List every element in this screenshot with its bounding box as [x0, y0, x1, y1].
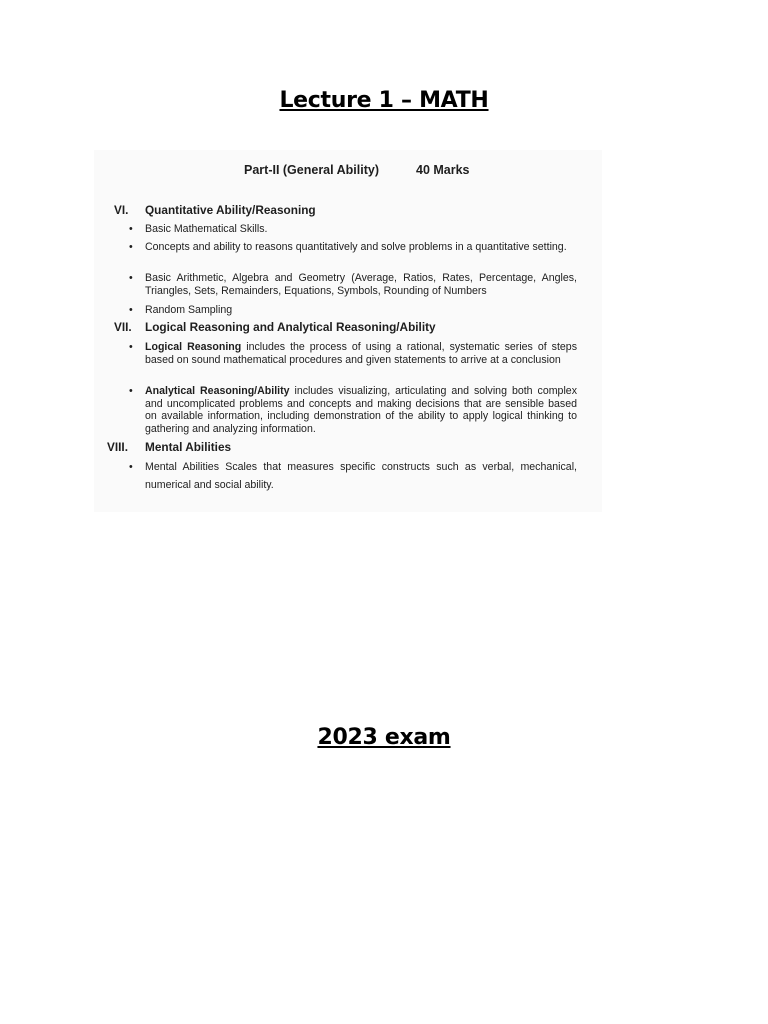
- section-title: Logical Reasoning and Analytical Reasoning/Ability: [145, 320, 436, 334]
- item-text: includes the process of using a rational, systematic series of steps based on sound mathematical procedures and given statements to arrive at a conclusion: [145, 341, 577, 366]
- section-number: VIII.: [107, 440, 128, 454]
- list-item: [145, 458, 577, 494]
- list-item: [145, 241, 577, 254]
- item-text: Mental Abilities Scales that measures specific constructs such as verbal, mechanical, numerical and social ability.: [145, 461, 577, 491]
- list-item: [145, 385, 577, 435]
- section-title: Mental Abilities: [145, 440, 232, 454]
- item-text: Basic Arithmetic, Algebra and Geometry (Average, Ratios, Rates, Percentage, Angles, Triangles, Sets, Remainders, Equations, Symbols, Rounding of Numbers: [145, 272, 577, 297]
- item-text: Concepts and ability to reasons quantitatively and solve problems in a quantitative setting.: [145, 241, 567, 253]
- section-number: VI.: [114, 203, 129, 217]
- section-title: Quantitative Ability/Reasoning: [145, 203, 316, 217]
- item-lead: Analytical Reasoning/Ability: [145, 385, 290, 397]
- list-item: [145, 304, 577, 317]
- item-lead: Logical Reasoning: [145, 341, 242, 353]
- list-item: [145, 223, 577, 236]
- section-number: VII.: [114, 320, 132, 334]
- syllabus-image: [94, 150, 602, 512]
- marks-label: 40 Marks: [416, 163, 470, 177]
- list-item: [145, 272, 577, 297]
- item-text: Basic Mathematical Skills.: [145, 223, 268, 235]
- item-text: includes visualizing, articulating and solving both complex and uncomplicated problems and concepts and making decisions that are sensible based on available information, including demonstration of the ability to apply logical thinking to gathering and analyzing information.: [145, 385, 577, 435]
- exam-heading: 2023 exam: [317, 725, 451, 750]
- item-text: Random Sampling: [145, 304, 233, 316]
- part-title: Part-II (General Ability): [244, 163, 379, 177]
- list-item: [145, 341, 577, 366]
- page-title: Lecture 1 – MATH: [279, 88, 489, 113]
